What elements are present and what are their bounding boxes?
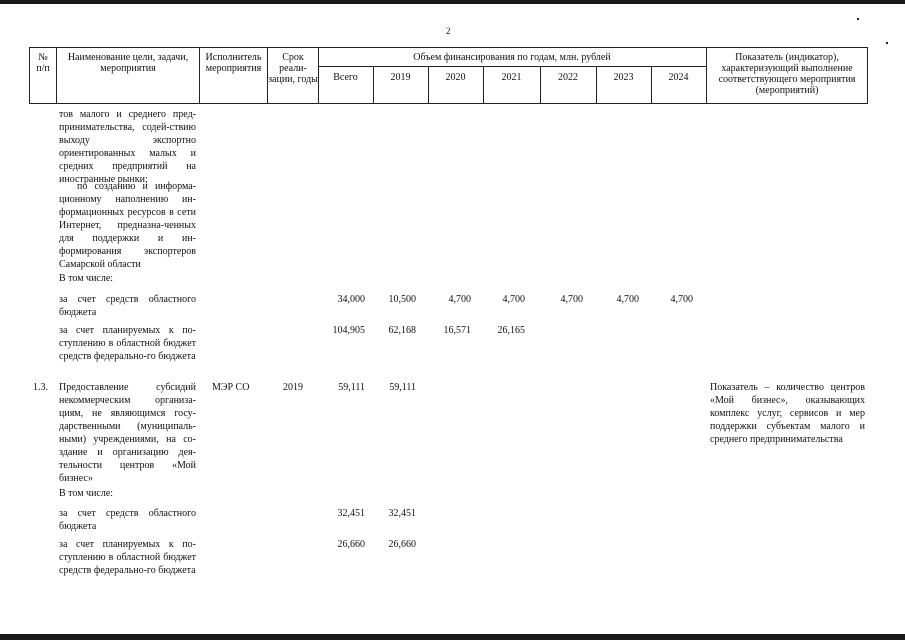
page-number: 2 — [446, 26, 451, 36]
header-total: Всего — [333, 72, 358, 83]
header-year-2021: 2021 — [501, 72, 522, 83]
row-executor: МЭР СО — [212, 382, 250, 393]
regional-2021: 4,700 — [502, 294, 525, 305]
header-year-2020: 2020 — [445, 72, 466, 83]
scan-border-bottom — [0, 634, 905, 640]
row-regional-label: за счет средств областного бюджета — [59, 508, 196, 532]
row-federal-label: за счет планируемых к по-ступлению в областной бюджет средств федерально-го бюджета — [59, 539, 196, 576]
continuation-text-2: по созданию и информа-ционному наполнению ин-формационных ресурсов в сети Интернет, предназна-ченных для поддержки и ин-формирования экспортеров Самарской области — [59, 181, 196, 270]
row-term: 2019 — [283, 382, 303, 393]
scan-speck — [857, 18, 859, 20]
scan-speck — [886, 42, 888, 44]
regional-2022: 4,700 — [560, 294, 583, 305]
scan-border-top — [0, 0, 905, 4]
row-including-label: В том числе: — [59, 488, 114, 499]
federal-2021: 26,165 — [497, 325, 525, 336]
federal-2020: 16,571 — [443, 325, 471, 336]
regional-2020: 4,700 — [448, 294, 471, 305]
header-funding: Объем финансирования по годам, млн. рублей — [413, 52, 611, 63]
row-regional-total: 32,451 — [337, 508, 365, 519]
header-indicator: Показатель (индикатор), характеризующий выполнение соответствующего мероприятия (мероприятий) — [718, 52, 856, 96]
federal-2019: 62,168 — [388, 325, 416, 336]
row-regional-2019: 32,451 — [388, 508, 416, 519]
header-year-2022: 2022 — [558, 72, 578, 83]
regional-2023: 4,700 — [616, 294, 639, 305]
row-federal-total: 26,660 — [337, 539, 365, 550]
header-year-2024: 2024 — [668, 72, 689, 83]
regional-budget-label: за счет средств областного бюджета — [59, 294, 196, 318]
header-num: № п/п — [36, 52, 50, 74]
federal-budget-label: за счет планируемых к по-ступлению в областной бюджет средств федерально-го бюджета — [59, 325, 196, 362]
regional-total: 34,000 — [337, 294, 365, 305]
regional-2024: 4,700 — [670, 294, 693, 305]
header-name: Наименование цели, задачи, мероприятия — [67, 52, 189, 74]
header-vline — [56, 47, 57, 104]
header-mid-line — [318, 66, 706, 67]
including-label: В том числе: — [59, 273, 114, 284]
row-total: 59,111 — [338, 382, 365, 393]
header-year-2019: 2019 — [390, 72, 411, 83]
header-vline — [867, 47, 868, 104]
continuation-text: тов малого и среднего пред-принимательства, содей-ствию выходу экспортно ориентированных малых и средних предприятий на иностранные рынки; — [59, 109, 196, 185]
row-indicator: Показатель – количество центров «Мой бизнес», оказывающих комплекс услуг, сервисов и мер поддержки субъектам малого и среднего предпринимательства — [710, 382, 865, 445]
regional-2019: 10,500 — [388, 294, 416, 305]
header-year-2023: 2023 — [613, 72, 634, 83]
header-term: Срок реали- зации, годы — [268, 52, 318, 85]
header-bottom-line — [29, 103, 868, 104]
header-top-line — [29, 47, 868, 48]
header-executor: Исполнитель мероприятия — [205, 52, 262, 74]
federal-total: 104,905 — [332, 325, 365, 336]
header-vline — [706, 47, 707, 104]
row-2019: 59,111 — [389, 382, 416, 393]
row-name: Предоставление субсидий некоммерческим организа-циям, не являющимся госу-дарственными (муниципаль-ными) учреждениями, на со-здание и организацию дея-тельности центров «Мой бизнес» — [59, 382, 196, 484]
row-number: 1.3. — [33, 382, 48, 393]
row-federal-2019: 26,660 — [388, 539, 416, 550]
